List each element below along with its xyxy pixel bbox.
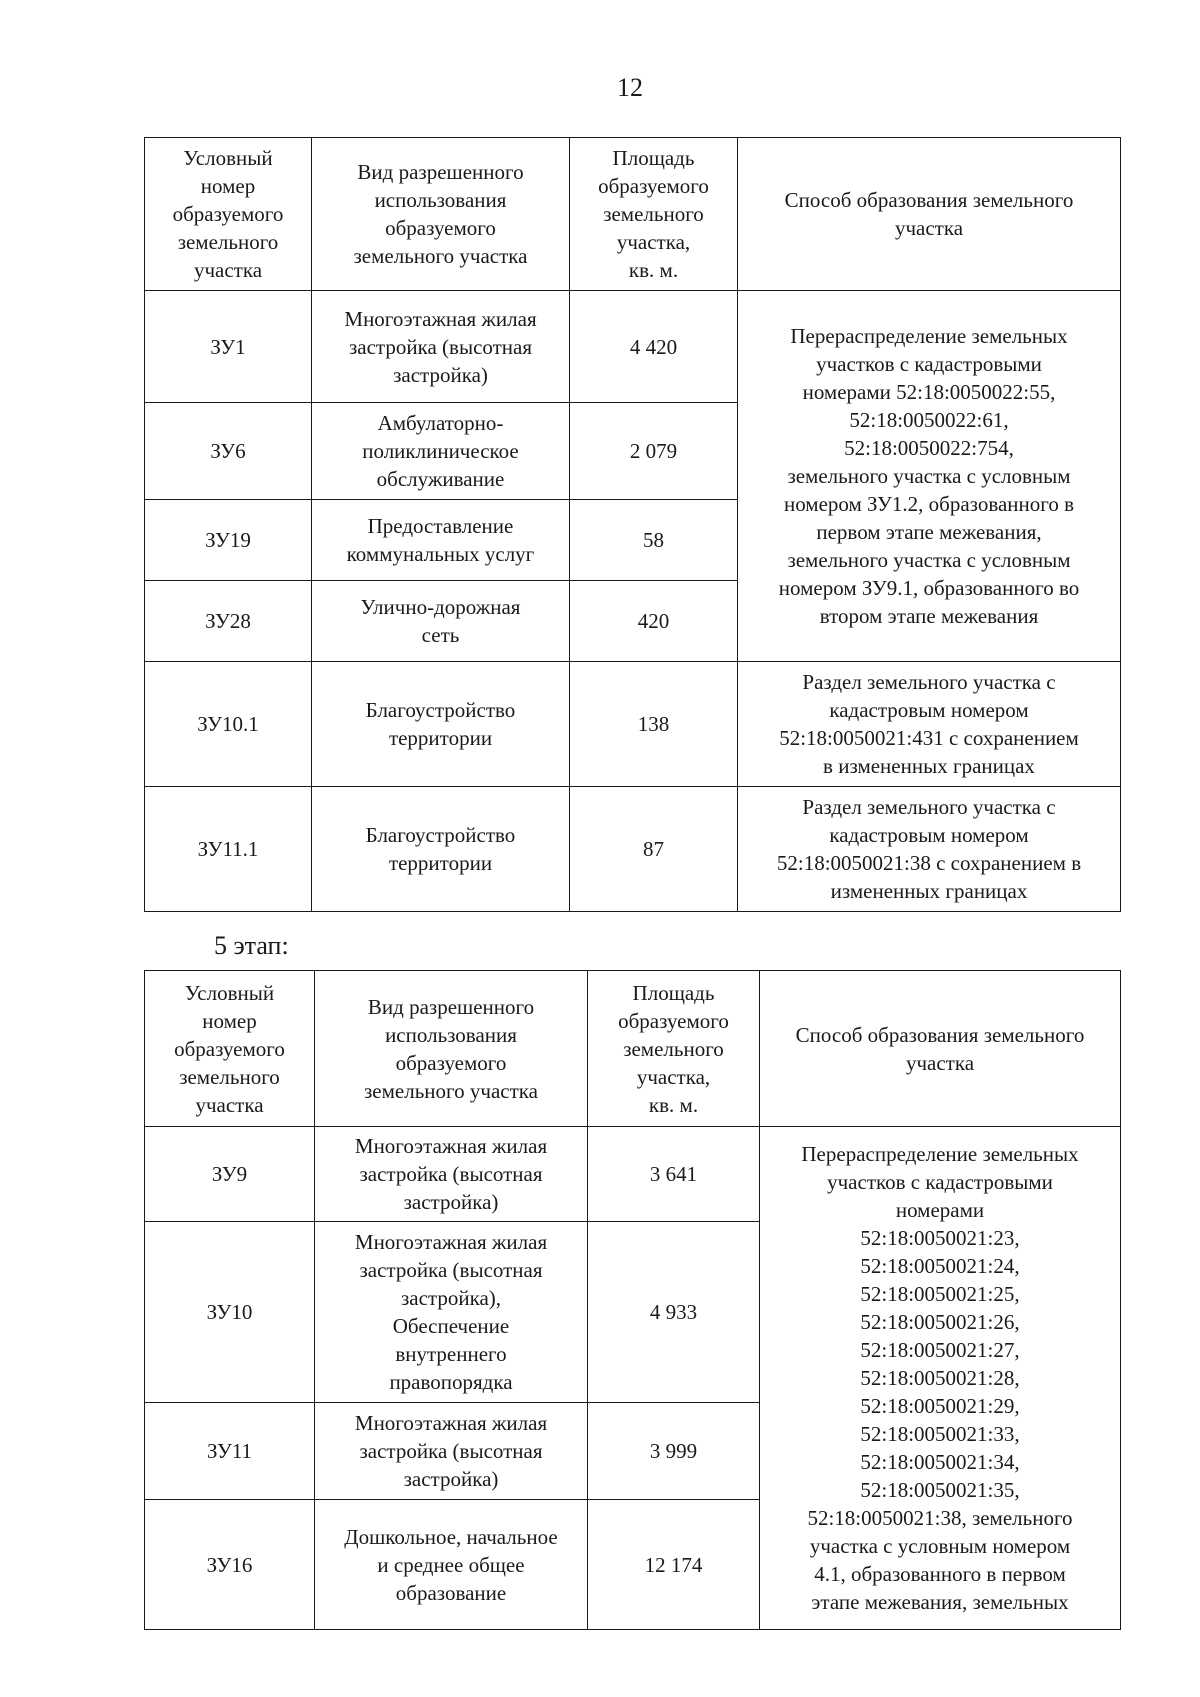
table-row	[145, 1127, 1121, 1222]
area-cell: 4 933	[588, 1222, 760, 1403]
table-header-row	[145, 971, 1121, 1127]
header-formation-method: Способ образования земельного участка	[738, 138, 1121, 291]
area-cell: 2 079	[570, 403, 738, 500]
plot-number-cell: ЗУ10.1	[145, 662, 312, 787]
permitted-use-cell: Улично-дорожная сеть	[312, 581, 570, 662]
permitted-use-cell: Благоустройство территории	[312, 787, 570, 912]
permitted-use-cell: Многоэтажная жилая застройка (высотная застройка), Обеспечение внутреннего правопорядка	[315, 1222, 588, 1403]
area-cell: 3 641	[588, 1127, 760, 1222]
area-cell: 12 174	[588, 1500, 760, 1630]
header-permitted-use: Вид разрешенного использования образуемого земельного участка	[315, 971, 588, 1127]
formation-method-cell: Раздел земельного участка с кадастровым номером 52:18:0050021:38 с сохранением в измененных границах	[738, 787, 1121, 912]
area-cell: 138	[570, 662, 738, 787]
header-permitted-use: Вид разрешенного использования образуемого земельного участка	[312, 138, 570, 291]
plot-number-cell: ЗУ11	[145, 1403, 315, 1500]
permitted-use-cell: Многоэтажная жилая застройка (высотная застройка)	[315, 1403, 588, 1500]
header-plot-number: Условный номер образуемого земельного участка	[145, 971, 315, 1127]
stage-label: 5 этап:	[214, 931, 289, 960]
plot-number-cell: ЗУ28	[145, 581, 312, 662]
permitted-use-cell: Благоустройство территории	[312, 662, 570, 787]
plot-number-cell: ЗУ19	[145, 500, 312, 581]
header-formation-method: Способ образования земельного участка	[760, 971, 1121, 1127]
page-number: 12	[617, 73, 643, 102]
area-cell: 58	[570, 500, 738, 581]
table-row	[145, 787, 1121, 912]
table-header-row	[145, 138, 1121, 291]
permitted-use-cell: Дошкольное, начальное и среднее общее образование	[315, 1500, 588, 1630]
table-row	[145, 662, 1121, 787]
plot-number-cell: ЗУ9	[145, 1127, 315, 1222]
permitted-use-cell: Амбулаторно- поликлиническое обслуживание	[312, 403, 570, 500]
header-area: Площадь образуемого земельного участка, кв. м.	[570, 138, 738, 291]
permitted-use-cell: Многоэтажная жилая застройка (высотная застройка)	[315, 1127, 588, 1222]
plot-number-cell: ЗУ10	[145, 1222, 315, 1403]
area-cell: 4 420	[570, 291, 738, 403]
formation-method-cell: Перераспределение земельных участков с кадастровыми номерами 52:18:0050021:23, 52:18:0050021:24, 52:18:0050021:25, 52:18:0050021:26, 52:18:0050021:27, 52:18:0050021:28, 52:18:0050021:29, 52:18:0050021:33, 52:18:0050021:34, 52:18:0050021:35, 52:18:0050021:38, земельного участка с условным номером 4.1, образованного в первом этапе межевания, земельных	[760, 1127, 1121, 1630]
land-plots-table-1	[144, 137, 1121, 912]
formation-method-cell: Раздел земельного участка с кадастровым номером 52:18:0050021:431 с сохранением в измененных границах	[738, 662, 1121, 787]
table-row	[145, 291, 1121, 403]
land-plots-table-2	[144, 970, 1121, 1630]
area-cell: 87	[570, 787, 738, 912]
plot-number-cell: ЗУ11.1	[145, 787, 312, 912]
area-cell: 420	[570, 581, 738, 662]
plot-number-cell: ЗУ1	[145, 291, 312, 403]
header-plot-number: Условный номер образуемого земельного участка	[145, 138, 312, 291]
header-area: Площадь образуемого земельного участка, кв. м.	[588, 971, 760, 1127]
permitted-use-cell: Многоэтажная жилая застройка (высотная застройка)	[312, 291, 570, 403]
area-cell: 3 999	[588, 1403, 760, 1500]
permitted-use-cell: Предоставление коммунальных услуг	[312, 500, 570, 581]
plot-number-cell: ЗУ16	[145, 1500, 315, 1630]
formation-method-cell: Перераспределение земельных участков с кадастровыми номерами 52:18:0050022:55, 52:18:0050022:61, 52:18:0050022:754, земельного участка с условным номером ЗУ1.2, образованного в первом этапе межевания, земельного участка с условным номером ЗУ9.1, образованного во втором этапе межевания	[738, 291, 1121, 662]
plot-number-cell: ЗУ6	[145, 403, 312, 500]
